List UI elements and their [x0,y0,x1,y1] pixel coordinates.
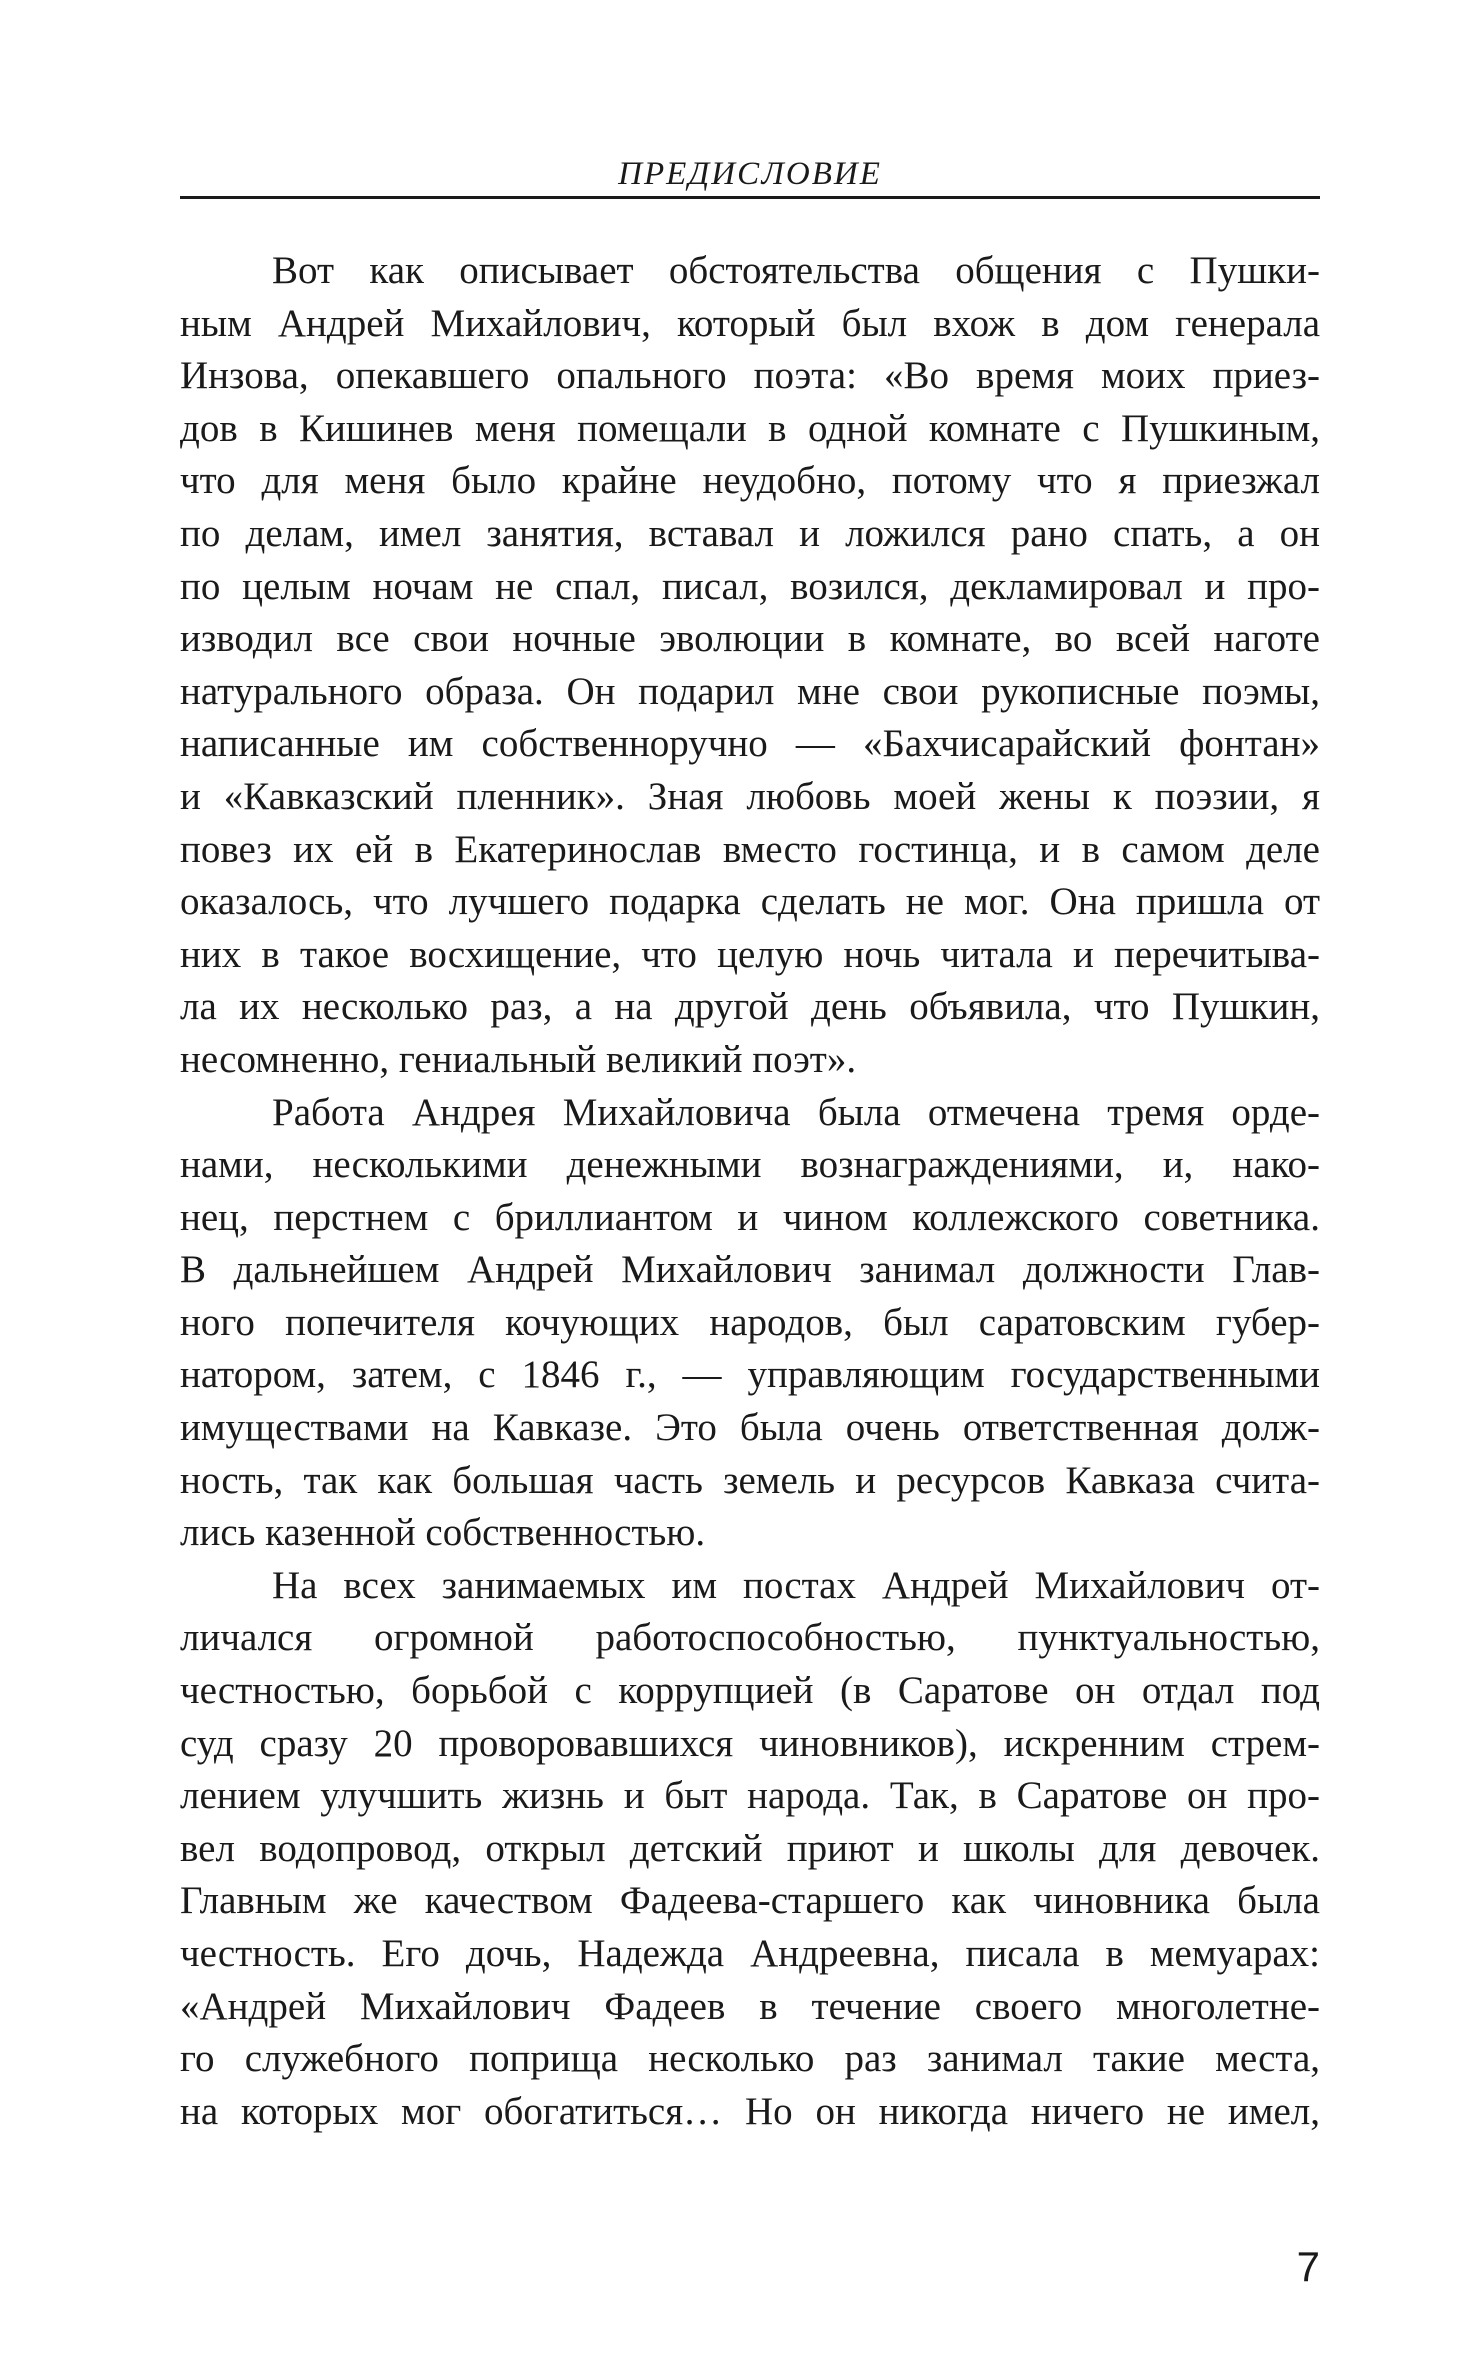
text-line: них в такое восхищение, что целую ночь читала и перечитыва- [180,932,1320,976]
text-line: суд сразу 20 проворовавшихся чиновников), искренним стрем- [180,1721,1320,1765]
text-line: оказалось, что лучшего подарка сделать не мог. Она пришла от [180,880,1320,924]
text-line: нами, несколькими денежными вознаграждениями, и, нако- [180,1143,1320,1187]
text-line: натором, затем, с 1846 г., — управляющим государственными [180,1353,1320,1397]
text-line: го служебного поприща несколько раз занимал такие места, [180,2037,1320,2081]
page-number: 7 [1296,2243,1320,2290]
text-line: что для меня было крайне неудобно, потому что я приезжал [180,459,1320,503]
paragraph-1 [180,245,1320,1087]
text-line: Главным же качеством Фадеева-старшего как чиновника была [180,1879,1320,1923]
text-line: изводил все свои ночные эволюции в комнате, во всей наготе [180,617,1320,661]
text-line: ла их несколько раз, а на другой день объявила, что Пушкин, [180,985,1320,1029]
text-line: повез их ей в Екатеринослав вместо гостинца, и в самом деле [180,827,1320,871]
text-line: несомненно, гениальный великий поэт». [180,1037,857,1081]
text-line: написанные им собственноручно — «Бахчисарайский фонтан» [180,722,1320,766]
text-line: ность, так как большая часть земель и ресурсов Кавказа счита- [180,1458,1320,1502]
text-line: по делам, имел занятия, вставал и ложился рано спать, а он [180,511,1320,555]
text-line: На всех занимаемых им постах Андрей Михайлович от- [272,1563,1320,1607]
body-text [180,245,1320,2138]
text-line: В дальнейшем Андрей Михайлович занимал должности Глав- [180,1248,1320,1292]
text-line: честность. Его дочь, Надежда Андреевна, писала в мемуарах: [180,1932,1320,1975]
text-line: честностью, борьбой с коррупцией (в Саратове он отдал под [180,1669,1320,1713]
text-line: по целым ночам не спал, писал, возился, декламировал и про- [180,564,1320,608]
text-line: лись казенной собственностью. [180,1511,706,1555]
text-line: на которых мог обогатиться… Но он никогда ничего не имел, [180,2089,1320,2133]
text-line: и «Кавказский пленник». Зная любовь моей жены к поэзии, я [180,774,1320,818]
text-line: Инзова, опекавшего опального поэта: «Во время моих приез- [180,354,1320,398]
text-line: Работа Андрея Михайловича была отмечена тремя орде- [272,1090,1320,1134]
running-head: ПРЕДИСЛОВИЕ [618,156,882,192]
text-line: «Андрей Михайлович Фадеев в течение своего многолетне- [180,1984,1320,2028]
text-line: дов в Кишинев меня помещали в одной комнате с Пушкиным, [180,406,1320,450]
text-line: личался огромной работоспособностью, пунктуальностью, [180,1616,1320,1660]
text-line: имуществами на Кавказе. Это была очень ответственная долж- [180,1406,1320,1450]
text-line: вел водопровод, открыл детский приют и школы для девочек. [180,1826,1320,1870]
text-line: Вот как описывает обстоятельства общения с Пушки- [272,249,1320,292]
header-rule [180,196,1320,199]
text-line: ного попечителя кочующих народов, был саратовским губер- [180,1300,1320,1344]
text-line: натурального образа. Он подарил мне свои рукописные поэмы, [180,669,1320,713]
text-line: ным Андрей Михайлович, который был вхож в дом генерала [180,301,1320,345]
text-line: нец, перстнем с бриллиантом и чином коллежского советника. [180,1195,1320,1239]
paragraph-2 [180,1087,1320,1560]
text-line: лением улучшить жизнь и быт народа. Так, в Саратове он про- [180,1774,1320,1818]
paragraph-3 [180,1560,1320,2139]
